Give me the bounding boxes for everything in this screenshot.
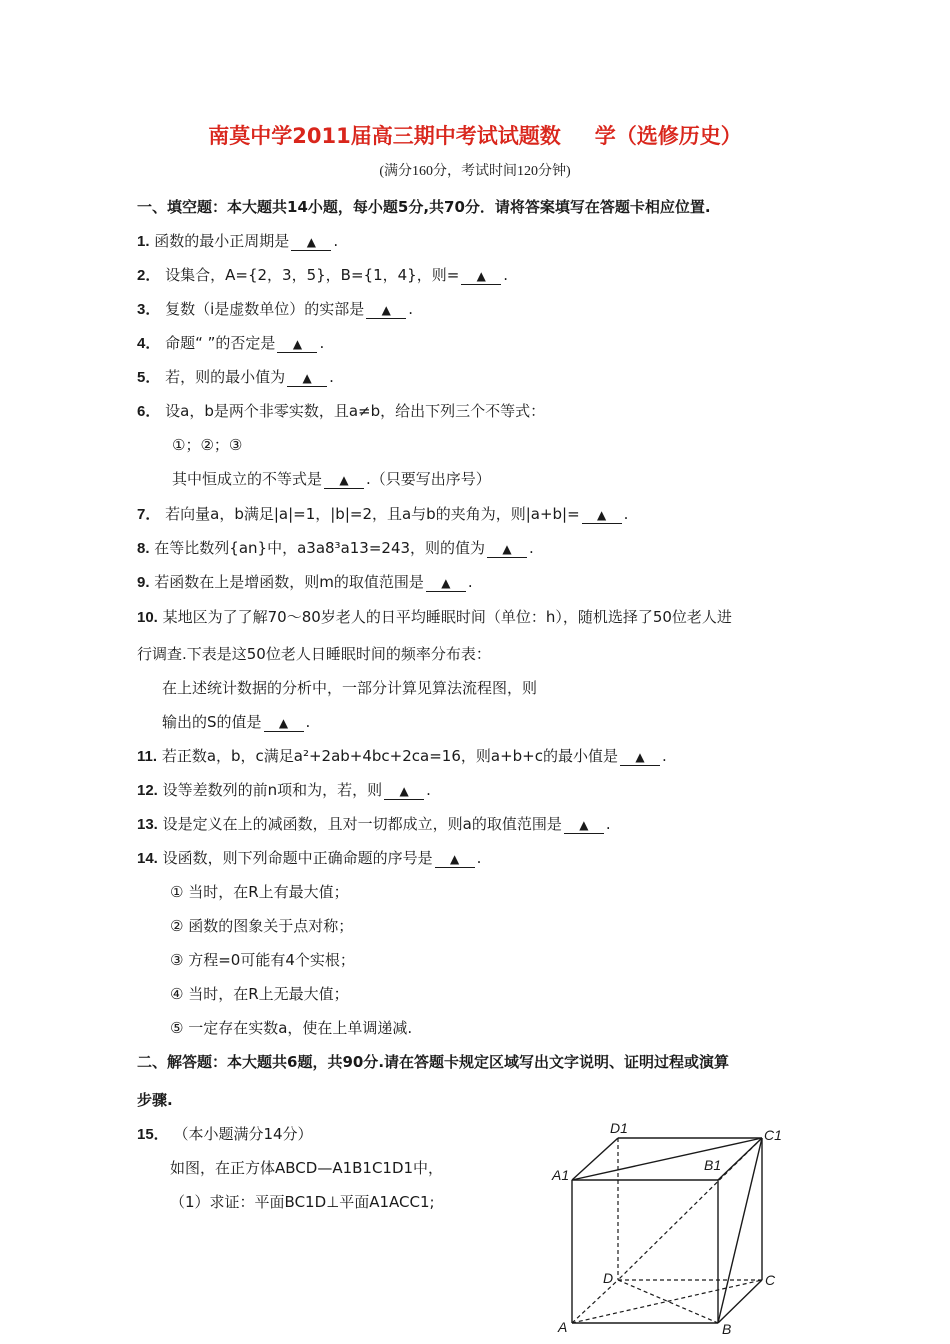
question-15: [137, 1123, 313, 1144]
question-number: 1.: [137, 233, 150, 250]
question-number: 13.: [137, 816, 158, 833]
answer-blank: ▲: [487, 541, 527, 558]
question-number: 14.: [137, 850, 158, 867]
cube-diagram: [548, 1118, 788, 1338]
punct: .: [662, 747, 667, 765]
question-10-line-3: 在上述统计数据的分析中，一部分计算见算法流程图，则: [162, 679, 538, 697]
label-d1: D1: [610, 1120, 628, 1136]
question-text: 设是定义在上的减函数，且对一切都成立，则a的取值范围是: [162, 815, 562, 833]
diag-a1-c1: [572, 1138, 762, 1180]
punct: .: [467, 573, 473, 591]
question-number: 7．: [137, 506, 161, 523]
question-text: 其中恒成立的不等式是: [172, 470, 323, 488]
punct: .: [319, 334, 325, 352]
punct: .: [426, 781, 431, 799]
answer-blank: ▲: [564, 817, 604, 834]
punct: .: [329, 368, 334, 386]
question-15-line-3: （1）求证：平面BC1D⊥平面A1ACC1;: [170, 1193, 435, 1211]
question-text: 若向量a，b满足|a|=1，|b|=2，且a与b的夹角为，则|a+b|=: [165, 505, 580, 523]
punct: .: [503, 266, 509, 284]
punct: .: [333, 232, 339, 250]
question-5: [137, 366, 334, 387]
edge-b-c: [718, 1280, 762, 1323]
label-b: B: [722, 1321, 732, 1337]
question-number: 6．: [137, 403, 161, 420]
question-11: [137, 745, 667, 766]
answer-blank: ▲: [426, 575, 466, 592]
section-2-heading-cont: 步骤.: [137, 1091, 173, 1109]
question-10-line-4: [162, 711, 310, 732]
question-7: [137, 503, 628, 524]
punct: .: [605, 815, 611, 833]
question-text: 输出的S的值是: [162, 713, 262, 731]
question-15-line-2: 如图，在正方体ABCD—A1B1C1D1中，: [170, 1159, 444, 1177]
question-12: [137, 779, 431, 800]
punct: .（只要写出序号）: [366, 470, 491, 488]
section-2-heading: 二、解答题：本大题共6题，共90分.请在答题卡规定区域写出文字说明、证明过程或演算: [137, 1053, 730, 1071]
question-number: 11.: [137, 748, 158, 765]
question-10: [137, 606, 732, 627]
answer-blank: ▲: [291, 234, 331, 251]
diag-a-c: [572, 1280, 762, 1323]
question-number: 10.: [137, 609, 158, 626]
edge-a-d: [572, 1280, 618, 1323]
question-text: 若，则的最小值为: [165, 368, 286, 386]
punct: .: [305, 713, 311, 731]
label-d: D: [603, 1270, 614, 1286]
question-number: 3．: [137, 301, 161, 318]
question-14-item: ⑤ 一定存在实数a，使在上单调递减.: [170, 1019, 413, 1037]
label-a: A: [558, 1319, 568, 1335]
punct: .: [476, 849, 482, 867]
answer-blank: ▲: [582, 507, 622, 524]
question-14-item: ② 函数的图象关于点对称；: [170, 917, 354, 935]
question-14-item: ① 当时，在R上有最大值；: [170, 883, 349, 901]
question-14: [137, 847, 481, 868]
question-13: [137, 813, 611, 834]
question-text: 设集合，A={2，3，5}，B={1，4}，则=: [165, 266, 460, 284]
question-text: （本小题满分14分）: [173, 1125, 313, 1143]
question-8: [137, 537, 534, 558]
answer-blank: ▲: [461, 268, 501, 285]
question-14-item: ④ 当时，在R上无最大值；: [170, 985, 349, 1003]
question-text: 设等差数列的前n项和为，若，则: [162, 781, 383, 799]
answer-blank: ▲: [620, 749, 660, 766]
question-text: 在等比数列{an}中，a3a8³a13=243，则的值为: [154, 539, 486, 557]
question-number: 8.: [137, 540, 150, 557]
question-1: [137, 230, 338, 251]
answer-blank: ▲: [287, 370, 327, 387]
label-a1: A1: [552, 1167, 570, 1183]
label-b1: B1: [704, 1157, 722, 1173]
answer-blank: ▲: [384, 783, 424, 800]
answer-blank: ▲: [324, 472, 364, 489]
label-c: C: [765, 1272, 776, 1288]
question-text: 某地区为了了解70～80岁老人的日平均睡眠时间（单位：h），随机选择了50位老人进: [162, 608, 732, 626]
question-text: 若正数a，b，c满足a²+2ab+4bc+2ca=16，则a+b+c的最小值是: [161, 747, 618, 765]
question-6: [137, 400, 545, 421]
diag-c1-b: [718, 1138, 762, 1323]
answer-blank: ▲: [264, 715, 304, 732]
question-2: [137, 264, 508, 285]
question-text: 函数的最小正周期是: [154, 232, 290, 250]
question-10-line-2: 行调查.下表是这50位老人日睡眠时间的频率分布表：: [137, 645, 491, 663]
punct: .: [623, 505, 629, 523]
answer-blank: ▲: [435, 851, 475, 868]
exam-subtitle: (满分160分，考试时间120分钟): [379, 164, 571, 179]
question-number: 15．: [137, 1126, 169, 1143]
question-14-item: ③ 方程=0可能有4个实根；: [170, 951, 355, 969]
question-text: 复数（i是虚数单位）的实部是: [165, 300, 365, 318]
question-9: [137, 571, 473, 592]
section-1-heading: 一、填空题：本大题共14小题，每小题5分,共70分．请将答案填写在答题卡相应位置.: [137, 198, 711, 216]
question-6-items: ①；②；③: [172, 436, 243, 454]
question-6-tail: [172, 468, 491, 489]
question-text: 若函数在上是增函数，则m的取值范围是: [154, 573, 424, 591]
question-text: 命题“ ”的否定是: [165, 334, 276, 352]
diag-c1-d: [618, 1138, 762, 1280]
answer-blank: ▲: [277, 336, 317, 353]
question-text: 设a，b是两个非零实数，且a≠b，给出下列三个不等式：: [165, 402, 546, 420]
title-part-1: 南莫中学2011届高三期中考试试题数: [208, 124, 561, 148]
title-part-2: 学（选修历史）: [594, 124, 742, 148]
question-number: 12.: [137, 782, 158, 799]
question-text: 设函数，则下列命题中正确命题的序号是: [162, 849, 433, 867]
exam-title: [0, 120, 950, 150]
punct: .: [408, 300, 414, 318]
question-number: 9.: [137, 574, 150, 591]
question-number: 5．: [137, 369, 161, 386]
edge-a1-d1: [572, 1138, 618, 1180]
question-number: 4．: [137, 335, 161, 352]
question-number: 2．: [137, 267, 161, 284]
question-4: [137, 332, 324, 353]
answer-blank: ▲: [366, 302, 406, 319]
question-3: [137, 298, 413, 319]
label-c1: C1: [764, 1127, 782, 1143]
punct: .: [529, 539, 534, 557]
